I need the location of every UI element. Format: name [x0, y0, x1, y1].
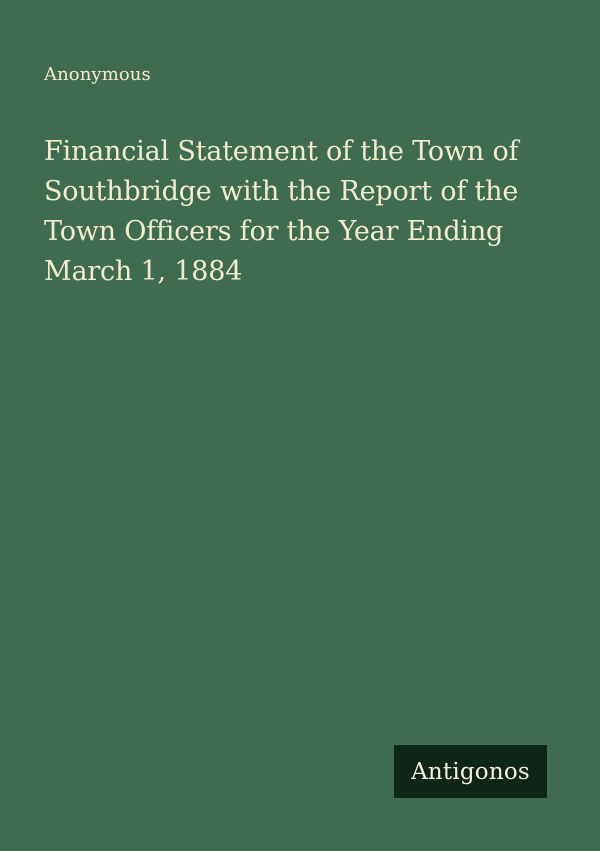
author-name: Anonymous — [44, 64, 151, 85]
publisher-badge — [394, 745, 547, 798]
publisher-name: Antigonos — [411, 758, 530, 785]
book-title: Financial Statement of the Town of Southbridge with the Report of the Town Officers for the Year Ending March 1, 1884 — [44, 136, 519, 287]
